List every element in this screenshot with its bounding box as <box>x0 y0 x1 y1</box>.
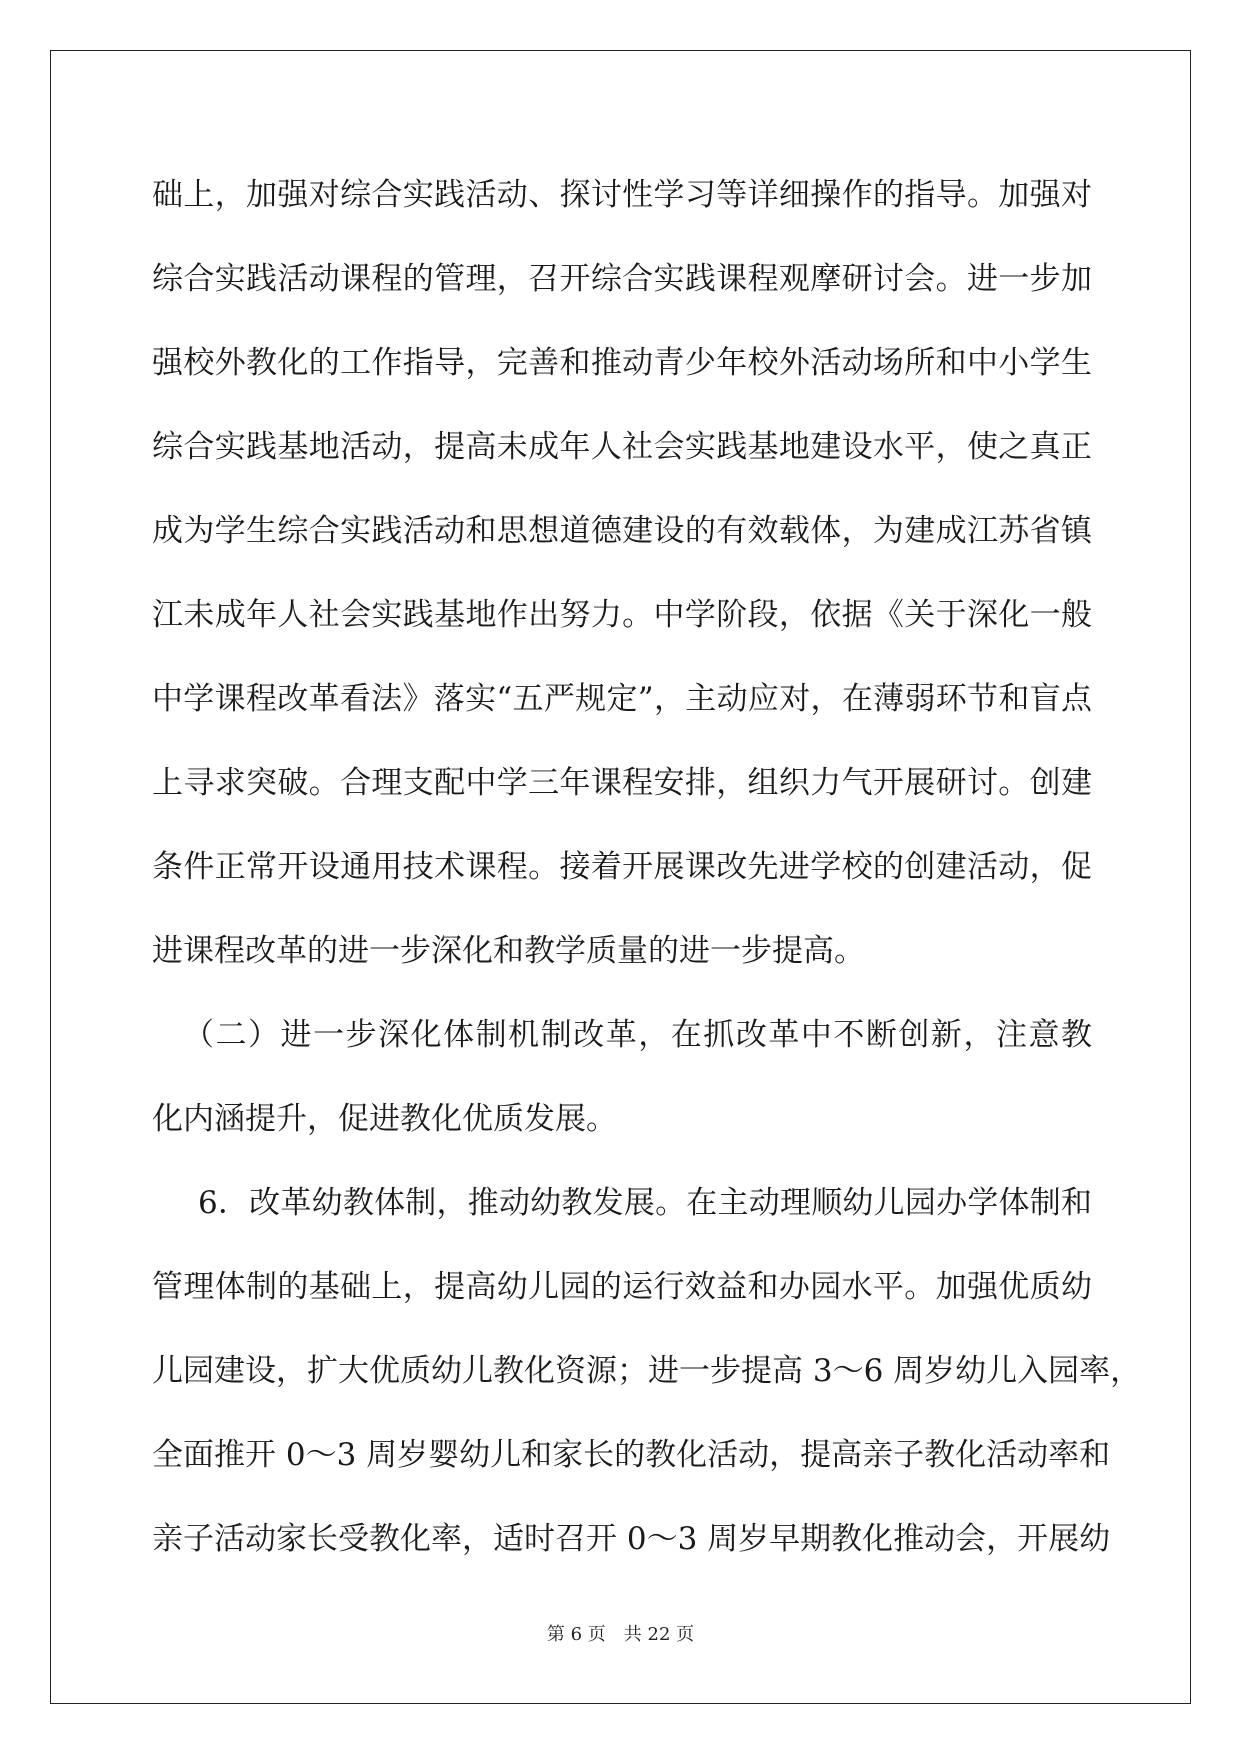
body-line-10: 进课程改革的进一步深化和教学质量的进一步提高。 <box>152 933 865 969</box>
body-line-3: 强校外教化的工作指导，完善和推动青少年校外活动场所和中小学生 <box>152 345 1092 381</box>
body-line-13: 6．改革幼教体制，推动幼教发展。在主动理顺幼儿园办学体制和 <box>198 1185 1092 1221</box>
body-line-17: 亲子活动家长受教化率，适时召开 0～3 周岁早期教化推动会，开展幼 <box>152 1521 1111 1557</box>
document-body <box>152 170 1142 1598</box>
body-line-16: 全面推开 0～3 周岁婴幼儿和家长的教化活动，提高亲子教化活动率和 <box>152 1437 1111 1473</box>
body-line-8: 上寻求突破。合理支配中学三年课程安排，组织力气开展研讨。创建 <box>152 765 1092 801</box>
section-heading-line-2: 化内涵提升，促进教化优质发展。 <box>152 1101 617 1137</box>
body-line-2: 综合实践活动课程的管理，召开综合实践课程观摩研讨会。进一步加 <box>152 261 1092 297</box>
body-line-14: 管理体制的基础上，提高幼儿园的运行效益和办园水平。加强优质幼 <box>152 1269 1092 1305</box>
body-line-1: 础上，加强对综合实践活动、探讨性学习等详细操作的指导。加强对 <box>152 177 1092 213</box>
page-number-footer: 第 6 页 共 22 页 <box>546 1624 695 1645</box>
body-line-15: 儿园建设，扩大优质幼儿教化资源；进一步提高 3～6 周岁幼儿入园率， <box>152 1353 1142 1389</box>
body-line-4: 综合实践基地活动，提高未成年人社会实践基地建设水平，使之真正 <box>152 429 1092 465</box>
body-line-7: 中学课程改革看法》落实“五严规定”，主动应对，在薄弱环节和盲点 <box>152 681 1092 717</box>
body-line-6: 江未成年人社会实践基地作出努力。中学阶段，依据《关于深化一般 <box>152 597 1092 633</box>
section-heading-line-1: （二）进一步深化体制机制改革，在抓改革中不断创新，注意教 <box>183 1017 1092 1053</box>
body-line-9: 条件正常开设通用技术课程。接着开展课改先进学校的创建活动，促 <box>152 849 1092 885</box>
body-line-5: 成为学生综合实践活动和思想道德建设的有效载体，为建成江苏省镇 <box>152 513 1092 549</box>
